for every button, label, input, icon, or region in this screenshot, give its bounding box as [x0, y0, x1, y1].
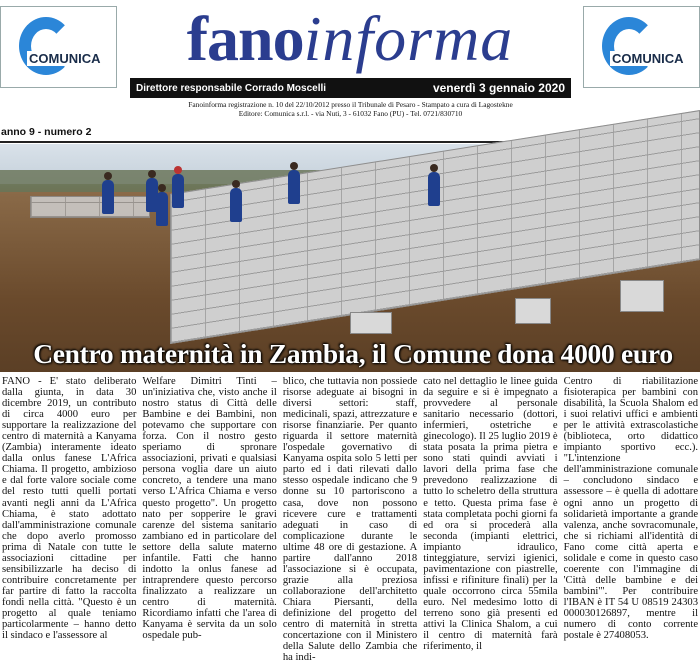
worker-figure — [428, 172, 440, 206]
newspaper-title — [130, 2, 570, 74]
logo-ring-icon — [19, 17, 73, 75]
registration-line-1: Fanoinforma registrazione n. 10 del 22/10/2012 presso il Tribunale di Pesaro - Stampato a cura di Lagostekne — [188, 100, 513, 109]
article-column: Welfare Dimitri Tinti – un'iniziativa che, visto anche il nostro status di Città delle Bambine e dei Bambini, non potevamo che supportare con forza. Con il nostro gesto speriamo di spronare associazioni, privati e qualsiasi persona voglia dare un aiuto concreto, a tendere una mano verso L'Africa Chiama e verso questo progetto". Un progetto nato per sopperire le gravi carenze del sistema sanitario zambiano ed in particolare del settore della salute materno infantile. Fatti che hanno indotto la onlus fanese ad intraprendere questo percorso finalizzato a realizzare un centro di maternità. Ricordiamo infatti che l'area di Kanyama è servita da un solo ospedale pub- — [142, 376, 277, 642]
concrete-block — [515, 298, 551, 324]
article-headline: Centro maternità in Zambia, il Comune dona 4000 euro — [33, 338, 673, 369]
title-italic-part: informa — [303, 3, 514, 74]
logo-text: COMUNICA — [29, 51, 101, 66]
title-bold-part: fano — [186, 3, 304, 74]
article-body — [0, 376, 700, 663]
worker-figure — [102, 180, 114, 214]
worker-figure — [288, 170, 300, 204]
issue-date: venerdì 3 gennaio 2020 — [432, 81, 565, 95]
article-column: Centro di riabilitazione fisioterapica per bambini con disabilità, la Scuola Shalom ed i suoi relativi uffici e ambienti per le attività extrascolastiche (biblioteca, orto didattico impianto sportivo ecc.). "L'intenzione dell'amministrazione comunale – concludono sindaco e assessore – è quella di adottare ogni anno un progetto di solidarietà importante a grande valenza, anche sovracomunale, che si richiami all'identità di Fano come città aperta e solidale e come in questo caso coerente con l'immagine di 'Città delle bambine e dei bambini'". Per contribuire l'IBAN è IT 54 U 08519 24303 000030126897, mentre il numero di conto corrente postale è 27408053. — [563, 376, 699, 642]
article-column: cato nel dettaglio le linee guida da seguire e si è impegnato a provvedere al personale sanitario necessario (dottori, infermieri, ostetriche e ginecologo). Il 25 luglio 2019 è stata posata la prima pietra e sono stati quindi avviati i lavori della prima fase che prevedono realizzazione di tutto lo scheletro della struttura e tetto. Questa prima fase è stata completata pochi giorni fa ed ora si procederà alla seconda (impianti elettrici, impianto idraulico, tinteggiature, servizi igienici, pavimentazione con piastrelle, infissi e rifiniture finali) per la quale occorrono circa 55mila euro. Nel medesimo lotto di terreno sono già presenti ed attivi la Clinica Shalom, a cui il centro di maternità farà riferimento, il — [423, 376, 558, 653]
concrete-block — [350, 312, 392, 334]
worker-figure — [230, 188, 242, 222]
logo-text: COMUNICA — [612, 51, 684, 66]
concrete-block — [620, 280, 664, 312]
director-line: Direttore responsabile Corrado Moscelli — [136, 82, 327, 94]
comunica-logo-right — [583, 6, 700, 88]
masthead-bar — [130, 78, 571, 98]
logo-ring-icon — [602, 17, 656, 75]
comunica-logo-left — [0, 6, 117, 88]
worker-figure — [156, 192, 168, 226]
worker-figure — [172, 174, 184, 208]
block-wall — [30, 196, 150, 218]
registration-line-2: Editore: Comunica s.r.l. - via Nuti, 3 - 61032 Fano (PU) - Tel. 0721/830710 — [238, 109, 463, 118]
article-column: FANO - E' stato deliberato dalla giunta, in data 30 dicembre 2019, un contributo di circa 4000 euro per supportare la realizzazione del centro di maternità a Kanyama (Zambia) interamente ideato dalla onlus fanese L'Africa Chiama. Il progetto, ambizioso e dal forte valore sociale come del resto tutti quelli portati avanti negli anni da L'Africa Chiama, è stato adottato dall'amministrazione comunale che dopo averlo promosso prima di Natale con tutte le associazioni cittadine per sensibilizzarle ha deciso di contribuire concretamente per far partire di fatto la raccolta fondi nella città. "Questo è un progetto al quale teniamo particolarmente – hanno detto il sindaco e l'assessore al — [2, 376, 137, 642]
construction-photo — [0, 144, 700, 372]
issue-number: anno 9 - numero 2 — [1, 126, 92, 138]
article-column: blico, che tuttavia non possiede risorse adeguate ai bisogni in diversi settori: staff, medicinali, spazi, attrezzature e risorse finanziarie. Per quanto riguarda il settore maternità l'ospedale governativo di Kanyama ospita solo 5 letti per parto ed i dati rilevati dallo stesso ospedale indicano che 9 donne su 10 partoriscono a casa, dove non possono ricevere cure e trattamenti adeguati in caso di complicazione durante le ultime 48 ore di gestazione. A partire dall'anno 2018 l'associazione si è occupata, grazie alla preziosa collaborazione dell'architetto Chiara Piersanti, della definizione del progetto del centro di maternità in stretta concertazione con il Ministero della Salute dello Zambia che ha indi- — [282, 376, 418, 663]
registration-info — [130, 100, 571, 118]
